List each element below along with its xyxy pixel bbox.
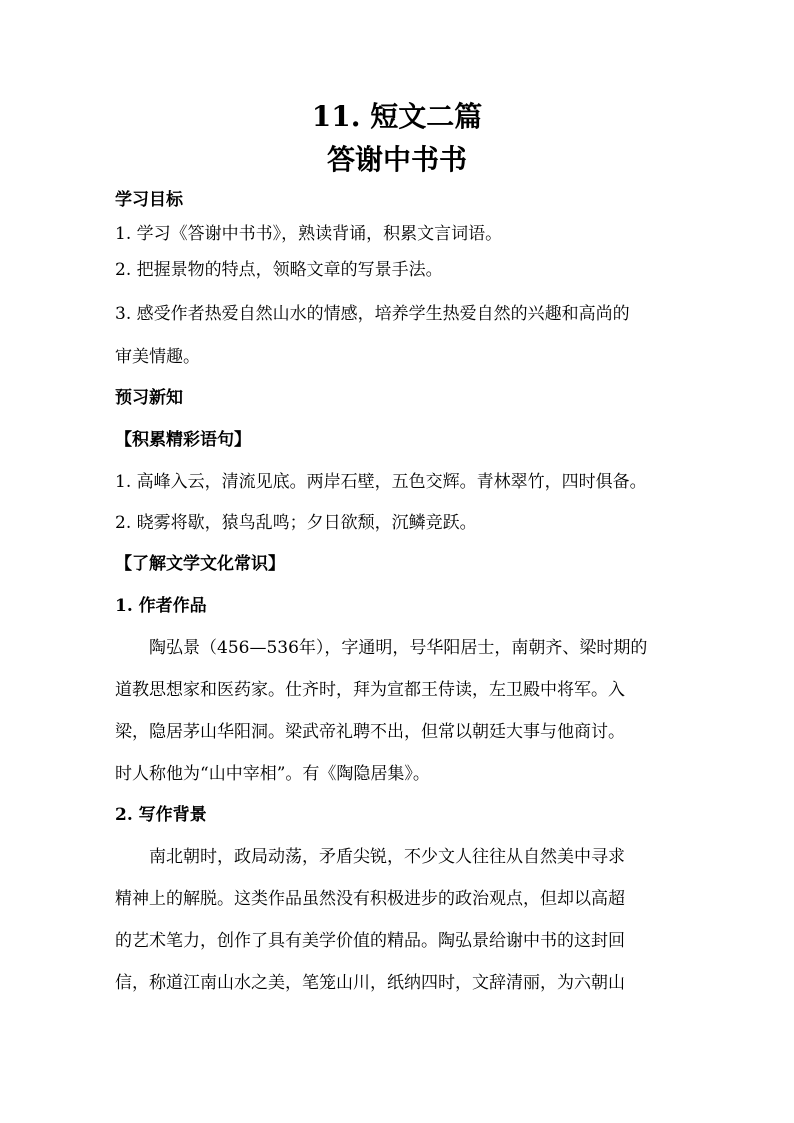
sentence-item-1: 1. 高峰入云，清流见底。两岸石壁，五色交辉。青林翠竹，四时俱备。 — [115, 472, 647, 492]
lesson-title: 11. 短文二篇 — [311, 100, 483, 133]
goals-heading: 学习目标 — [115, 190, 183, 210]
goal-item-2: 2. 把握景物的特点，领略文章的写景手法。 — [115, 260, 443, 280]
background-line-2: 精神上的解脱。这类作品虽然没有积极进步的政治观点，但却以高超 — [115, 889, 625, 909]
background-line-3: 的艺术笔力，创作了具有美学价值的精品。陶弘景给谢中书的这封回 — [115, 931, 625, 951]
author-line-1: 陶弘景（456—536年），字通明，号华阳居士，南朝齐、梁时期的 — [149, 638, 648, 658]
background-line-4: 信，称道江南山水之美，笔笼山川，纸纳四时，文辞清丽，为六朝山 — [115, 973, 625, 993]
goal-item-3: 3. 感受作者热爱自然山水的情感，培养学生热爱自然的兴趣和高尚的 — [115, 304, 630, 324]
author-line-4: 时人称他为“山中宰相”。有《陶隐居集》。 — [115, 764, 430, 784]
preview-heading: 预习新知 — [115, 388, 183, 408]
author-line-3: 梁，隐居茅山华阳洞。梁武帝礼聘不出，但常以朝廷大事与他商讨。 — [115, 722, 625, 742]
author-heading: 1. 作者作品 — [115, 596, 207, 616]
culture-heading: 【了解文学文化常识】 — [115, 554, 285, 574]
background-line-1: 南北朝时，政局动荡，矛盾尖锐，不少文人往往从自然美中寻求 — [149, 847, 625, 867]
goal-item-1: 1. 学习《答谢中书书》，熟读背诵，积累文言词语。 — [115, 224, 503, 244]
lesson-subtitle: 答谢中书书 — [326, 143, 467, 176]
sentences-heading: 【积累精彩语句】 — [115, 430, 251, 450]
author-line-2: 道教思想家和医药家。仕齐时，拜为宣都王侍读，左卫殿中将军。入 — [115, 680, 625, 700]
background-heading: 2. 写作背景 — [115, 805, 207, 825]
sentence-item-2: 2. 晓雾将歇，猿鸟乱鸣；夕日欲颓，沉鳞竞跃。 — [115, 513, 477, 533]
goal-item-3-continued: 审美情趣。 — [115, 347, 200, 367]
